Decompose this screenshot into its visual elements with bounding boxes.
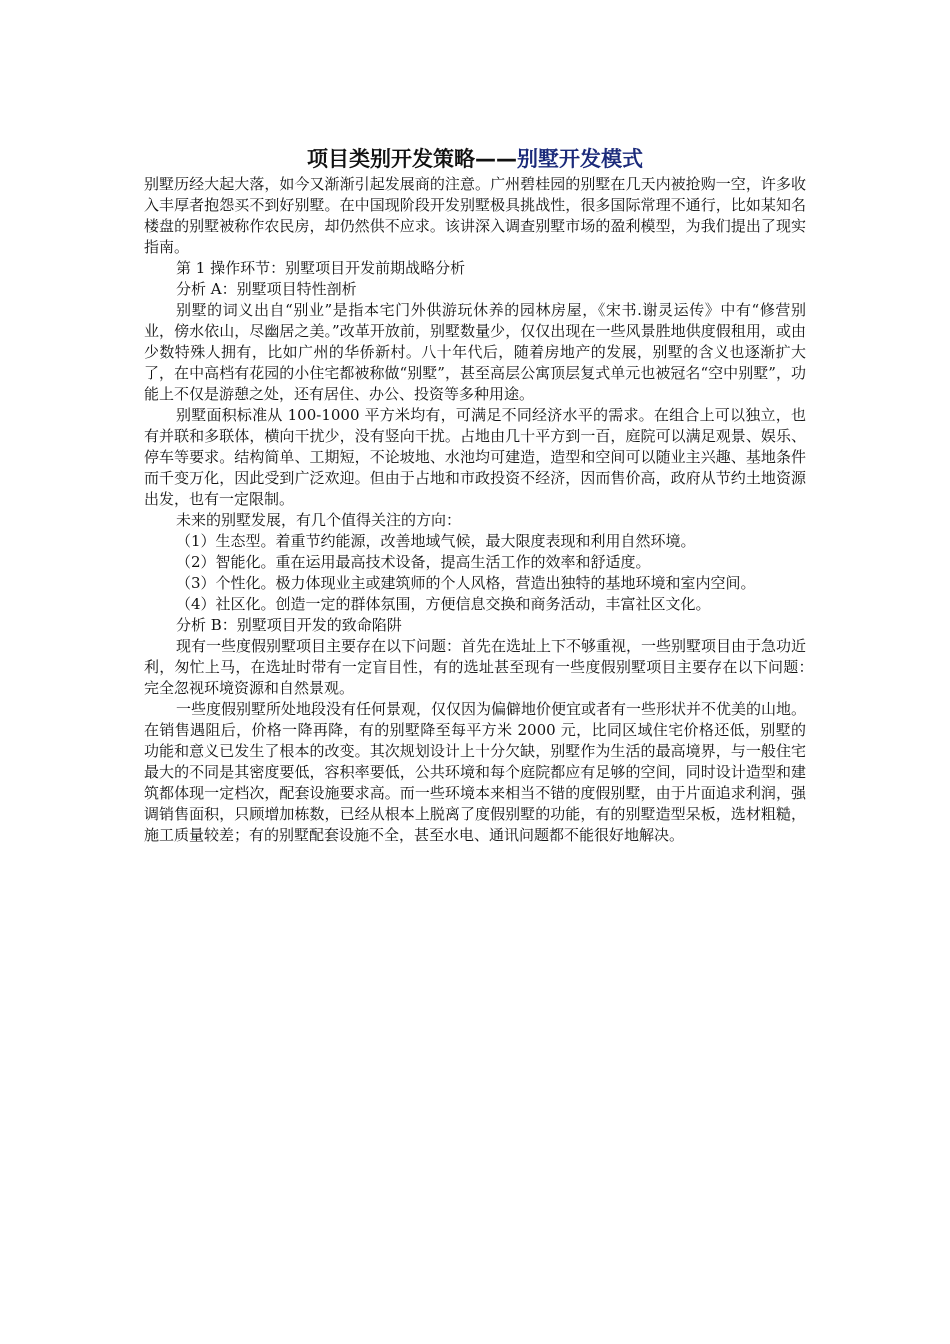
section-heading-step1: 第 1 操作环节：别墅项目开发前期战略分析 (176, 259, 466, 277)
body-paragraph: 别墅面积标准从 100-1000 平方米均有，可满足不同经济水平的需求。在组合上可以独立，也有并联和多联体，横向干扰少，没有竖向干扰。占地由几十平方到一百，庭院可以满足观景、娱乐、停车等要求。结构简单、工期短，不论坡地、水池均可建造，造型和空间可以随业主兴趣、基地条件而千变万化，因此受到广泛欢迎。但由于占地和市政投资不经济，因而售价高，政府从节约土地资源出发，也有一定限制。 (144, 406, 806, 508)
document-title (144, 144, 806, 174)
body-paragraph: 别墅的词义出自“别业”是指本宅门外供游玩休养的园林房屋，《宋书.谢灵运传》中有“修营别业，傍水依山，尽幽居之美。”改革开放前，别墅数量少，仅仅出现在一些风景胜地供度假租用，或由少数特殊人拥有，比如广州的华侨新村。八十年代后，随着房地产的发展，别墅的含义也逐渐扩大了，在中高档有花园的小住宅都被称做“别墅”，甚至高层公寓顶层复式单元也被冠名“空中别墅”，功能上不仅是游憩之处，还有居住、办公、投资等多种用途。 (144, 301, 806, 403)
section-heading-analysis-a: 分析 A：别墅项目特性剖析 (176, 280, 357, 298)
document-page (144, 144, 822, 846)
body-paragraph: 现有一些度假别墅项目主要存在以下问题：首先在选址上下不够重视，一些别墅项目由于急功近利，匆忙上马，在选址时带有一定盲目性，有的选址甚至现有一些度假别墅项目主要存在以下问题： 完全忽视环境资源和自然景观。 (144, 637, 822, 697)
title-accent: 别墅开发模式 (517, 147, 643, 171)
list-item: （1）生态型。着重节约能源，改善地域气候，最大限度表现和利用自然环境。 (176, 532, 696, 550)
list-item: （3）个性化。极力体现业主或建筑师的个人风格，营造出独特的基地环境和室内空间。 (176, 574, 756, 592)
title-main: 项目类别开发策略—— (307, 147, 517, 171)
body-paragraph: 一些度假别墅所处地段没有任何景观，仅仅因为偏僻地价便宜或者有一些形状并不优美的山地。在销售遇阻后，价格一降再降，有的别墅降至每平方米 2000 元，比同区域住宅价格还低，别墅的功能和意义已发生了根本的改变。其次规划设计上十分欠缺，别墅作为生活的最高境界，与一般住宅最大的不同是其密度要低，容积率要低，公共环境和每个庭院都应有足够的空间，同时设计造型和建筑都体现一定档次，配套设施要求高。而一些环境本来相当不错的度假别墅，由于片面追求利润，强调销售面积，只顾增加栋数，已经从根本上脱离了度假别墅的功能，有的别墅造型呆板，选材粗糙，施工质量较差；有的别墅配套设施不全，甚至水电、通讯问题都不能很好地解决。 (144, 700, 807, 844)
body-paragraph: 未来的别墅发展，有几个值得关注的方向： (176, 511, 462, 529)
list-item: （2）智能化。重在运用最高技术设备，提高生活工作的效率和舒适度。 (176, 553, 651, 571)
section-heading-analysis-b: 分析 B：别墅项目开发的致命陷阱 (176, 616, 402, 634)
list-item: （4）社区化。创造一定的群体氛围，方便信息交换和商务活动，丰富社区文化。 (176, 595, 711, 613)
intro-paragraph: 别墅历经大起大落，如今又渐渐引起发展商的注意。广州碧桂园的别墅在几天内被抢购一空，许多收入丰厚者抱怨买不到好别墅。在中国现阶段开发别墅极具挑战性，很多国际常理不通行，比如某知名楼盘的别墅被称作农民房，却仍然供不应求。该讲深入调查别墅市场的盈利模型，为我们提出了现实指南。 (144, 175, 806, 256)
